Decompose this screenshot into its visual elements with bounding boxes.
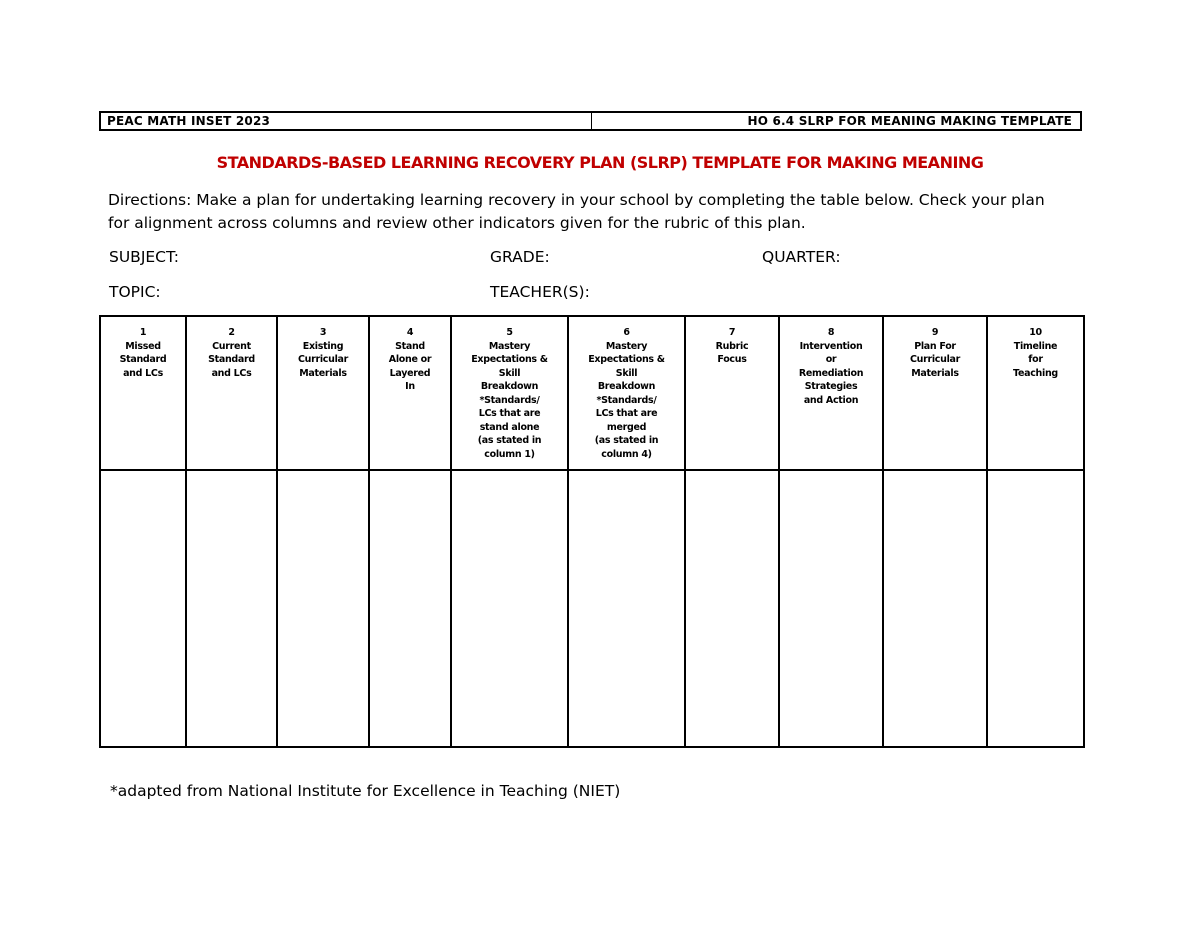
table-cell[interactable] [987,470,1084,747]
table-cell[interactable] [779,470,883,747]
table-cell[interactable] [186,470,277,747]
subject-label: SUBJECT: [109,248,179,266]
teachers-label: TEACHER(S): [490,283,590,301]
table-cell[interactable] [100,470,186,747]
table-cell[interactable] [451,470,568,747]
directions-line-1: Directions: Make a plan for undertaking learning recovery in your school by completing the table below. Check your plan [108,191,1045,209]
table-cell[interactable] [883,470,987,747]
slrp-table [99,315,1085,748]
header-right-text: HO 6.4 SLRP FOR MEANING MAKING TEMPLATE [747,114,1072,128]
column-header-3: 3 Existing Curricular Materials [277,316,369,470]
column-header-7: 7 Rubric Focus [685,316,779,470]
table-row [100,470,1084,747]
directions [108,189,1088,235]
table-cell[interactable] [685,470,779,747]
grade-label: GRADE: [490,248,550,266]
topic-label: TOPIC: [109,283,161,301]
column-header-10: 10 Timeline for Teaching [987,316,1084,470]
document-header [99,111,1082,131]
column-header-5: 5 Mastery Expectations & Skill Breakdown *Standards/ LCs that are stand alone (as stated in column 1) [451,316,568,470]
page-title: STANDARDS-BASED LEARNING RECOVERY PLAN (SLRP) TEMPLATE FOR MAKING MEANING [216,153,984,172]
table-cell[interactable] [369,470,451,747]
table-header-row [100,316,1084,470]
column-header-6: 6 Mastery Expectations & Skill Breakdown *Standards/ LCs that are merged (as stated in column 4) [568,316,685,470]
column-header-4: 4 Stand Alone or Layered In [369,316,451,470]
header-left-text: PEAC MATH INSET 2023 [101,113,592,129]
directions-line-2: for alignment across columns and review other indicators given for the rubric of this plan. [108,214,806,232]
column-header-9: 9 Plan For Curricular Materials [883,316,987,470]
table-cell[interactable] [568,470,685,747]
column-header-1: 1 Missed Standard and LCs [100,316,186,470]
column-header-8: 8 Intervention or Remediation Strategies and Action [779,316,883,470]
column-header-2: 2 Current Standard and LCs [186,316,277,470]
footnote: *adapted from National Institute for Excellence in Teaching (NIET) [110,782,621,800]
quarter-label: QUARTER: [762,248,841,266]
table-cell[interactable] [277,470,369,747]
